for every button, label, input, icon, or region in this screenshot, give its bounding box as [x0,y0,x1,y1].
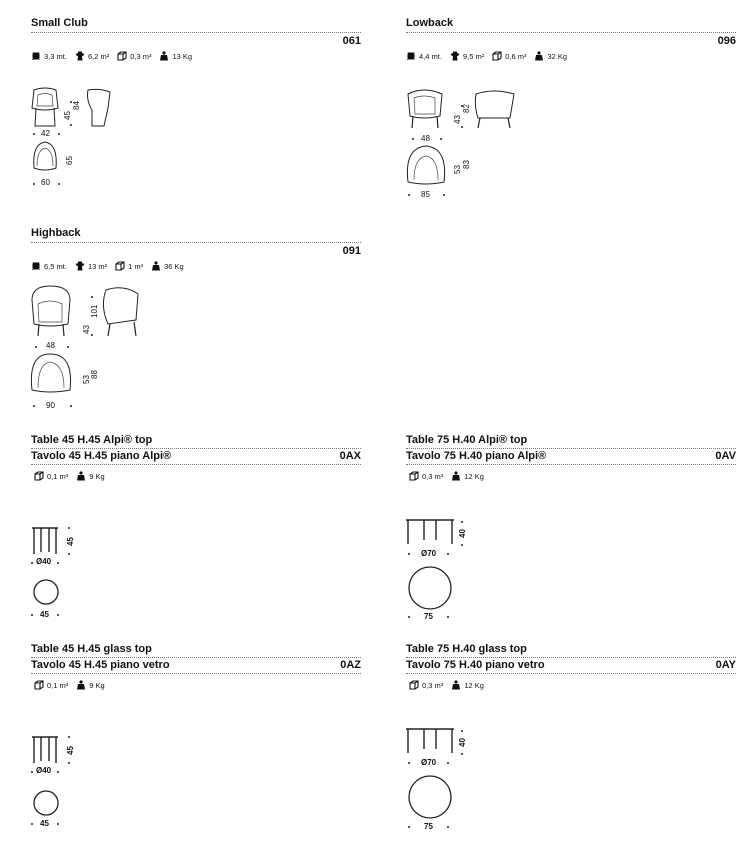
product-title-it: Tavolo 75 H.40 piano Alpi® [406,450,547,462]
product-title-it: Tavolo 45 H.45 piano Alpi® [31,450,172,462]
cube-icon [34,471,44,481]
product-code: 091 [342,245,361,257]
spec-volume: 1 m³ [128,261,144,271]
cube-icon [34,680,44,690]
divider [31,32,361,33]
dim-top-width: 85 [421,190,430,199]
divider [406,464,736,465]
product-title-en: Table 75 H.40 Alpi® top [406,434,528,446]
table-75-glass [406,642,736,690]
spec-row [31,261,361,271]
divider [406,673,736,674]
spec-leather: 13 m² [87,261,108,271]
table-75-alpi [406,433,736,481]
weight-icon [451,471,461,481]
spec-weight: 12 Kg [464,680,484,690]
spec-row [406,51,736,61]
dim-width: 48 [421,134,430,143]
cube-icon [409,471,419,481]
spec-leather: 9,5 m² [462,51,485,61]
divider [406,32,736,33]
spec-row [34,680,361,690]
spec-weight: 12 Kg [464,471,484,481]
spec-volume: 0,1 m³ [47,680,69,690]
product-code: 096 [717,35,736,47]
dim-seat-height: 45 [63,111,72,120]
product-title: Lowback [406,17,454,29]
table-75-glass-drawing [404,725,464,825]
weight-icon [151,261,161,271]
dim-height: 45 [66,537,75,546]
dim-height: 101 [90,304,99,318]
dim-seat-height: 43 [453,115,462,124]
spec-volume: 0,3 m³ [130,51,152,61]
leather-hide-icon [450,51,460,61]
cube-icon [115,261,125,271]
dim-depth-total: 83 [462,160,471,169]
product-small-club [31,16,361,61]
spec-leather: 6,2 m² [87,51,110,61]
product-title-en: Table 45 H.45 Alpi® top [31,434,153,446]
dim-height: 84 [72,101,81,110]
product-code: 0AV [715,450,736,462]
dim-leg-diameter: Ø70 [421,758,437,767]
leather-hide-icon [75,51,85,61]
spec-weight: 32 Kg [547,51,568,61]
weight-icon [76,680,86,690]
spec-volume: 0,6 m³ [505,51,527,61]
product-code: 061 [342,35,361,47]
dim-height: 40 [458,529,467,538]
spec-row [34,471,361,481]
spec-weight: 36 Kg [164,261,184,271]
fabric-swatch-icon [31,261,41,271]
dim-leg-diameter: Ø40 [36,557,52,566]
spec-row [409,680,736,690]
dim-top-diameter: 45 [40,819,49,828]
product-title-it: Tavolo 75 H.40 piano vetro [406,659,545,671]
product-title-en: Table 75 H.40 glass top [406,643,527,655]
divider [31,464,361,465]
dim-height: 40 [458,738,467,747]
spec-fabric: 3,3 mt. [44,51,67,61]
divider [31,673,361,674]
product-title-en: Table 45 H.45 glass top [31,643,152,655]
dim-top-diameter: 45 [40,610,49,619]
fabric-swatch-icon [406,51,416,61]
dim-depth: 53 [82,375,91,384]
product-title-it: Tavolo 45 H.45 piano vetro [31,659,170,671]
dim-depth-total: 88 [90,370,99,379]
product-title: Highback [31,227,81,239]
dim-depth: 53 [453,165,462,174]
dim-height: 45 [66,746,75,755]
spec-fabric: 4,4 mt. [419,51,442,61]
spec-volume: 0,3 m³ [422,680,444,690]
weight-icon [76,471,86,481]
table-75-alpi-drawing [404,516,464,616]
table-45-glass [31,642,361,690]
dim-leg-diameter: Ø70 [421,549,437,558]
leather-hide-icon [75,261,85,271]
spec-weight: 9 Kg [89,680,105,690]
spec-row [31,51,361,61]
table-45-alpi-drawing [30,524,70,624]
spec-row [409,471,736,481]
dim-depth: 65 [65,156,74,165]
spec-volume: 0,1 m³ [47,471,69,481]
divider [31,242,361,243]
dim-width: 42 [41,129,50,138]
dim-top-diameter: 75 [424,822,433,831]
spec-fabric: 6,5 mt. [44,261,67,271]
table-45-alpi [31,433,361,481]
product-lowback [406,16,736,61]
product-title: Small Club [31,17,88,29]
product-code: 0AX [339,450,361,462]
cube-icon [492,51,502,61]
product-code: 0AY [715,659,736,671]
spec-weight: 9 Kg [89,471,105,481]
dim-leg-diameter: Ø40 [36,766,52,775]
spec-weight: 13 Kg [172,51,193,61]
table-45-glass-drawing [30,733,70,833]
weight-icon [159,51,169,61]
fabric-swatch-icon [31,51,41,61]
product-code: 0AZ [340,659,361,671]
product-highback [31,226,361,271]
weight-icon [451,680,461,690]
dim-width: 48 [46,341,55,350]
dim-top-diameter: 75 [424,612,433,621]
cube-icon [117,51,127,61]
dim-seat-height: 43 [82,325,91,334]
dim-height: 82 [462,104,471,113]
weight-icon [534,51,544,61]
dim-top-width: 90 [46,401,55,410]
spec-volume: 0,3 m³ [422,471,444,481]
dim-top-width: 60 [41,178,50,187]
cube-icon [409,680,419,690]
